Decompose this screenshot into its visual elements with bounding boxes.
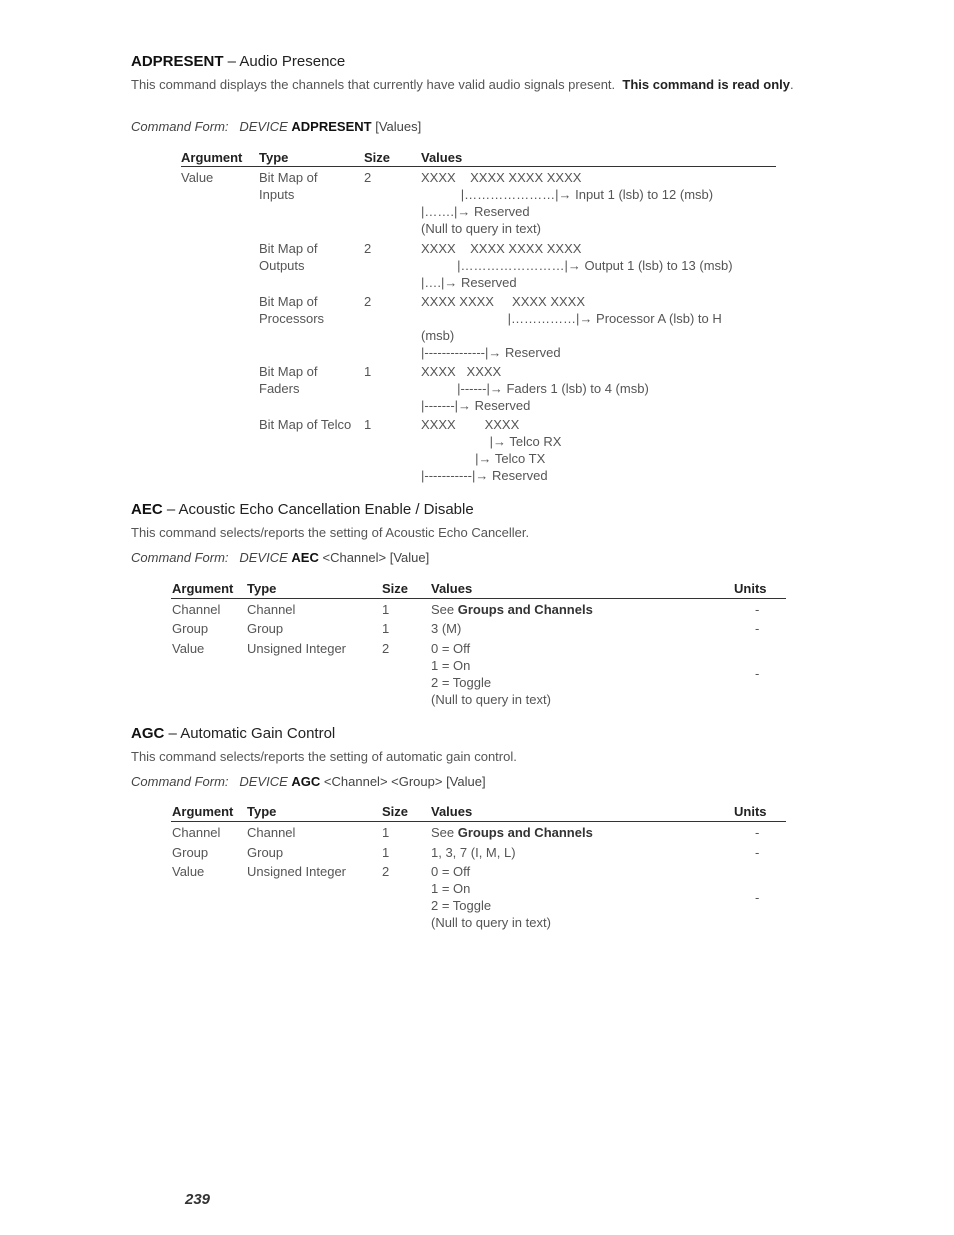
adpresent-command-form: Command Form: DEVICE ADPRESENT [Values] bbox=[131, 119, 422, 134]
table-cell-argument: Value bbox=[172, 641, 205, 656]
aec-header-argument: Argument bbox=[172, 581, 234, 596]
agc-title: AGC – Automatic Gain Control bbox=[131, 725, 336, 742]
table-cell-type: Unsigned Integer bbox=[247, 641, 347, 656]
table-cell-units: - bbox=[755, 845, 760, 860]
table-cell-size: 1 bbox=[382, 621, 390, 636]
agc-header-argument: Argument bbox=[172, 804, 234, 819]
agc-header-rule bbox=[171, 821, 786, 822]
table-cell-type: Bit Map of Inputs bbox=[259, 170, 318, 202]
table-cell-units: - bbox=[755, 890, 760, 905]
table-cell-values: XXXX XXXX |→ Telco RX |→ Telco TX |-----------|→ Reserved bbox=[421, 417, 562, 483]
table-cell-type: Unsigned Integer bbox=[247, 864, 347, 879]
table-cell-type: Group bbox=[247, 621, 284, 636]
table-cell-size: 2 bbox=[364, 170, 372, 185]
table-cell-size: 1 bbox=[364, 364, 372, 379]
table-cell-argument: Value bbox=[172, 864, 205, 879]
table-cell-values: XXXX XXXX XXXX XXXX |……………………|→ Output 1 (lsb) to 13 (msb) |….|→ Reserved bbox=[421, 241, 733, 290]
table-cell-values: 3 (M) bbox=[431, 621, 462, 636]
table-cell-argument: Channel bbox=[172, 825, 221, 840]
aec-header-type: Type bbox=[247, 581, 277, 596]
aec-header-units: Units bbox=[734, 581, 767, 596]
adpresent-header-values: Values bbox=[421, 150, 463, 165]
table-cell-values: 0 = Off 1 = On 2 = Toggle (Null to query in text) bbox=[431, 641, 551, 707]
table-cell-units: - bbox=[755, 825, 760, 840]
table-cell-size: 2 bbox=[364, 241, 372, 256]
table-cell-argument: Value bbox=[181, 170, 214, 185]
table-cell-values: See Groups and Channels bbox=[431, 602, 593, 617]
aec-title: AEC – Acoustic Echo Cancellation Enable / Disable bbox=[131, 501, 474, 518]
table-cell-size: 2 bbox=[382, 864, 390, 879]
aec-description: This command selects/reports the setting of Acoustic Echo Canceller. bbox=[131, 525, 530, 540]
adpresent-title: ADPRESENT – Audio Presence bbox=[131, 53, 346, 70]
aec-header-size: Size bbox=[382, 581, 409, 596]
table-cell-values: XXXX XXXX XXXX XXXX |…………………|→ Input 1 (lsb) to 12 (msb) |…….|→ Reserved (Null to query in text) bbox=[421, 170, 714, 236]
agc-header-type: Type bbox=[247, 804, 277, 819]
table-cell-values: XXXX XXXX |------|→ Faders 1 (lsb) to 4 (msb) |-------|→ Reserved bbox=[421, 364, 649, 413]
agc-description: This command selects/reports the setting of automatic gain control. bbox=[131, 749, 517, 764]
agc-header-values: Values bbox=[431, 804, 473, 819]
table-cell-units: - bbox=[755, 621, 760, 636]
table-cell-type: Bit Map of Faders bbox=[259, 364, 318, 396]
table-cell-size: 1 bbox=[382, 845, 390, 860]
table-cell-type: Channel bbox=[247, 825, 296, 840]
aec-header-rule bbox=[171, 598, 786, 599]
table-cell-values: 1, 3, 7 (I, M, L) bbox=[431, 845, 516, 860]
table-cell-size: 1 bbox=[382, 602, 390, 617]
page-number: 239 bbox=[185, 1191, 211, 1208]
adpresent-header-type: Type bbox=[259, 150, 289, 165]
table-cell-type: Group bbox=[247, 845, 284, 860]
table-cell-size: 2 bbox=[364, 294, 372, 309]
agc-header-units: Units bbox=[734, 804, 767, 819]
agc-header-size: Size bbox=[382, 804, 409, 819]
adpresent-header-argument: Argument bbox=[181, 150, 243, 165]
table-cell-type: Bit Map of Processors bbox=[259, 294, 325, 326]
table-cell-values: See Groups and Channels bbox=[431, 825, 593, 840]
table-cell-size: 1 bbox=[382, 825, 390, 840]
table-cell-size: 2 bbox=[382, 641, 390, 656]
table-cell-type: Bit Map of Outputs bbox=[259, 241, 318, 273]
table-cell-values: XXXX XXXX XXXX XXXX |……………|→ Processor A (lsb) to H (msb) |--------------|→ Reserved bbox=[421, 294, 722, 360]
table-cell-size: 1 bbox=[364, 417, 372, 432]
table-cell-argument: Group bbox=[172, 845, 209, 860]
table-cell-argument: Group bbox=[172, 621, 209, 636]
aec-header-values: Values bbox=[431, 581, 473, 596]
table-cell-argument: Channel bbox=[172, 602, 221, 617]
adpresent-header-rule bbox=[181, 166, 776, 167]
aec-command-form: Command Form: DEVICE AEC <Channel> [Value] bbox=[131, 550, 430, 565]
table-cell-values: 0 = Off 1 = On 2 = Toggle (Null to query in text) bbox=[431, 864, 551, 930]
table-cell-units: - bbox=[755, 602, 760, 617]
adpresent-description: This command displays the channels that currently have valid audio signals present. This command is read only. bbox=[131, 77, 794, 92]
agc-command-form: Command Form: DEVICE AGC <Channel> <Group> [Value] bbox=[131, 774, 486, 789]
adpresent-header-size: Size bbox=[364, 150, 391, 165]
table-cell-type: Channel bbox=[247, 602, 296, 617]
table-cell-units: - bbox=[755, 666, 760, 681]
table-cell-type: Bit Map of Telco bbox=[259, 417, 352, 432]
